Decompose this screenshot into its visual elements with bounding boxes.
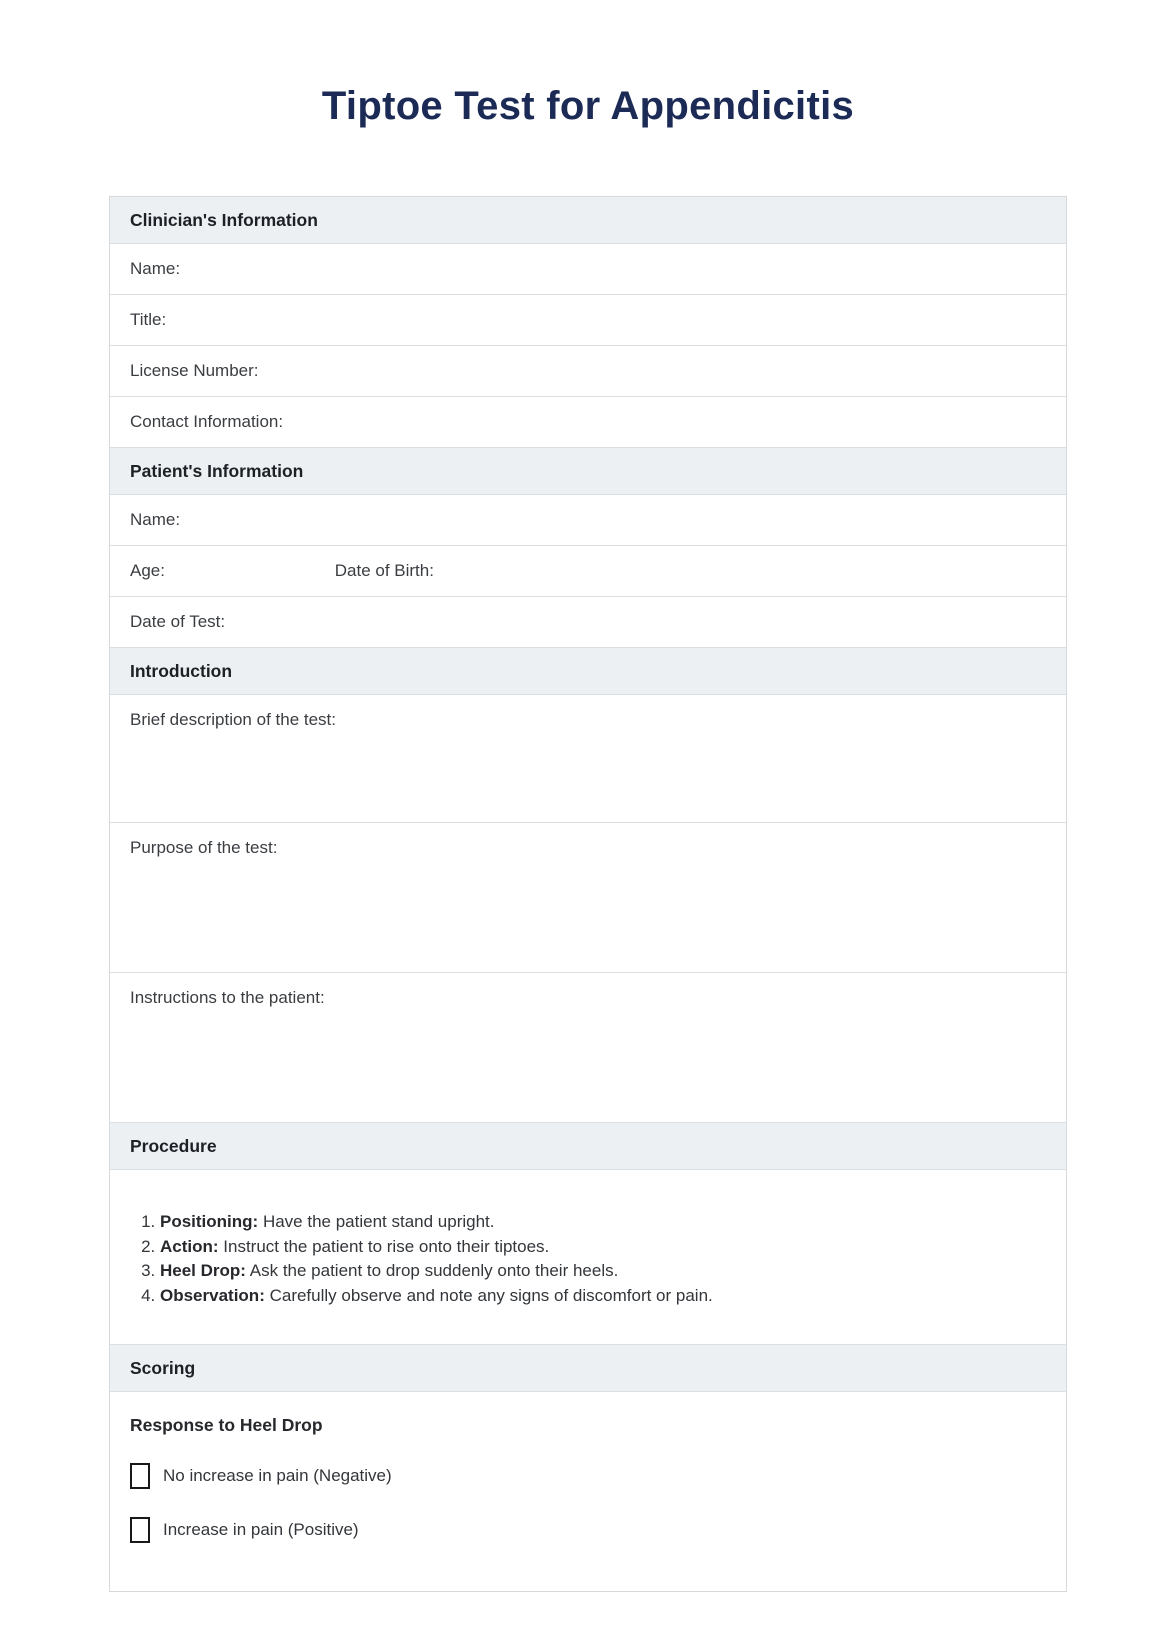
field-label-clinician-title: Title: [130, 310, 167, 329]
scoring-option-negative[interactable] [130, 1463, 1046, 1489]
checkbox-increase-in-pain[interactable] [130, 1517, 150, 1543]
page-title: Tiptoe Test for Appendicitis [321, 84, 855, 128]
procedure-step-term: Positioning: [160, 1212, 259, 1231]
procedure-steps-list [130, 1210, 1046, 1308]
field-row-date-of-test [110, 596, 1066, 647]
procedure-step-term: Action: [160, 1236, 219, 1256]
procedure-step-term: Observation: [160, 1285, 265, 1305]
field-label-clinician-name: Name: [130, 259, 181, 278]
field-label-instructions: Instructions to the patient: [130, 988, 325, 1007]
section-header-introduction: Introduction [110, 647, 1066, 694]
procedure-step [160, 1235, 1046, 1260]
procedure-step-text: Instruct the patient to rise onto their tiptoes. [218, 1236, 550, 1256]
field-row-clinician-title [110, 294, 1066, 345]
field-label-age: Age: [130, 561, 165, 580]
field-row-purpose [110, 822, 1066, 972]
procedure-step-text: Ask the patient to drop suddenly onto their heels. [245, 1261, 619, 1280]
procedure-step-text: Have the patient stand upright. [258, 1212, 495, 1231]
field-row-clinician-name [110, 243, 1066, 294]
section-header-patient: Patient's Information [110, 447, 1066, 494]
scoring-subheader-response-to-heel-drop: Response to Heel Drop [130, 1415, 323, 1435]
scoring-row [110, 1391, 1066, 1591]
field-label-patient-name: Name: [130, 510, 181, 529]
procedure-steps-row [110, 1169, 1066, 1344]
procedure-step [160, 1259, 1046, 1284]
field-label-license-number: License Number: [130, 361, 259, 380]
field-row-age-dob [110, 545, 1066, 596]
procedure-step-term: Heel Drop: [160, 1261, 246, 1280]
scoring-option-label-positive: Increase in pain (Positive) [163, 1520, 359, 1539]
procedure-step [160, 1284, 1046, 1309]
field-row-contact-information [110, 396, 1066, 447]
field-label-brief-description: Brief description of the test: [130, 710, 336, 729]
procedure-step [160, 1210, 1046, 1235]
appendicitis-form-table [109, 196, 1067, 1592]
section-header-scoring: Scoring [110, 1344, 1066, 1391]
section-header-procedure: Procedure [110, 1122, 1066, 1169]
field-label-contact-information: Contact Information: [130, 412, 284, 431]
field-row-patient-name [110, 494, 1066, 545]
field-row-instructions [110, 972, 1066, 1122]
checkbox-no-increase-in-pain[interactable] [130, 1463, 150, 1489]
field-label-date-of-birth: Date of Birth: [334, 561, 434, 580]
section-header-clinician: Clinician's Information [110, 197, 1066, 243]
field-row-brief-description [110, 694, 1066, 822]
field-label-purpose: Purpose of the test: [130, 838, 278, 857]
scoring-option-positive[interactable] [130, 1517, 1046, 1543]
procedure-step-text: Carefully observe and note any signs of discomfort or pain. [264, 1285, 713, 1305]
field-label-date-of-test: Date of Test: [130, 612, 226, 631]
scoring-option-label-negative: No increase in pain (Negative) [163, 1466, 392, 1485]
field-row-license-number [110, 345, 1066, 396]
